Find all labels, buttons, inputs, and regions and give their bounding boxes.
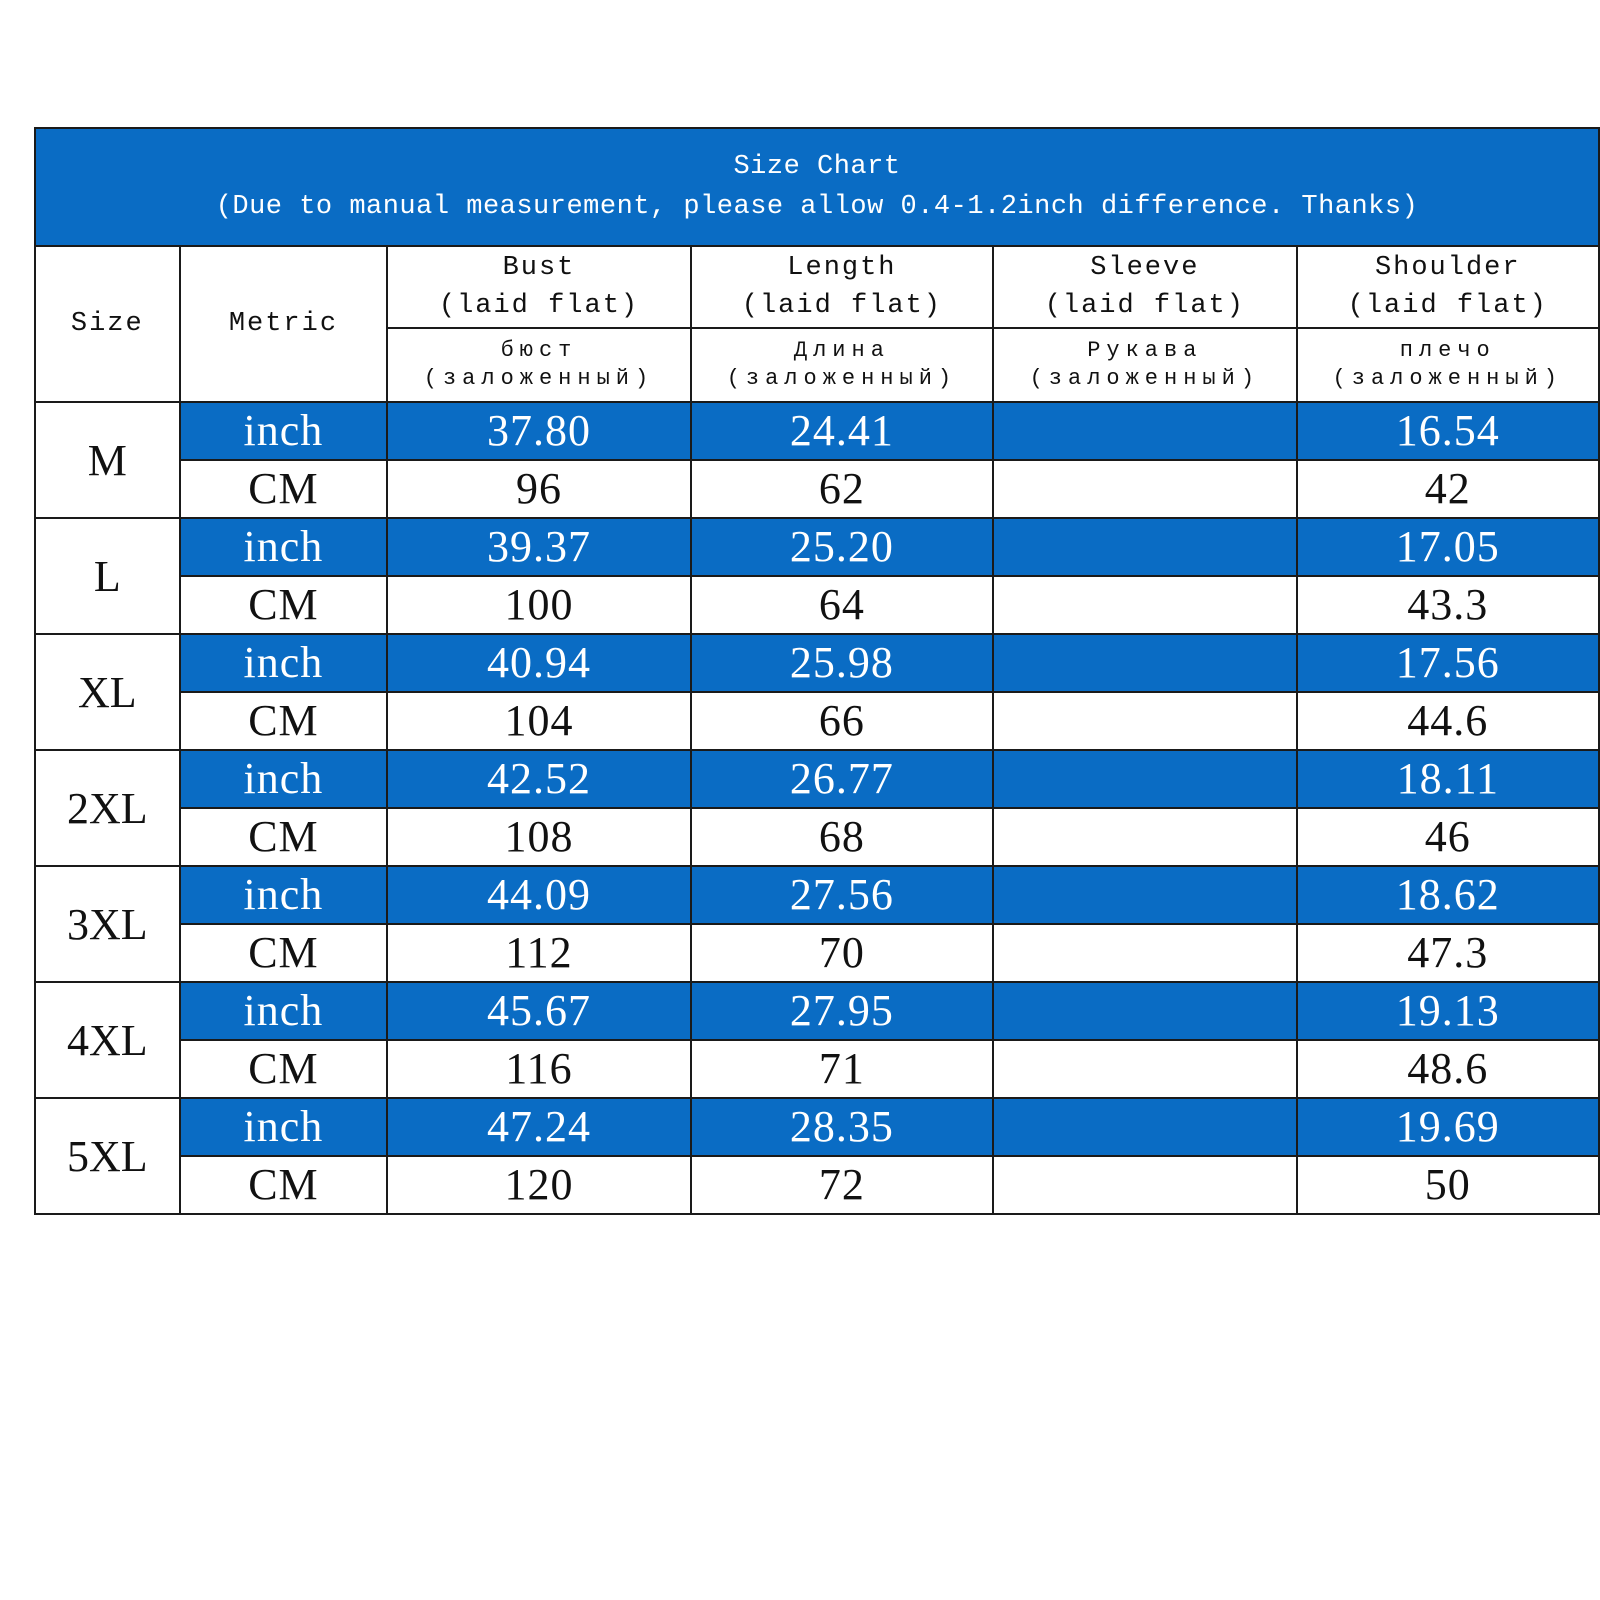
header-bust: Bust (laid flat) (387, 246, 690, 328)
unit-label: CM (180, 924, 388, 982)
length-value: 71 (691, 1040, 993, 1098)
size-chart-table (34, 127, 1600, 1215)
table-row (35, 1098, 1599, 1156)
sleeve-value (993, 750, 1296, 808)
bust-value: 96 (387, 460, 690, 518)
length-value: 26.77 (691, 750, 993, 808)
table-row (35, 576, 1599, 634)
unit-label: CM (180, 576, 388, 634)
length-value: 66 (691, 692, 993, 750)
sleeve-value (993, 634, 1296, 692)
length-value: 27.95 (691, 982, 993, 1040)
sleeve-value (993, 982, 1296, 1040)
shoulder-value: 46 (1297, 808, 1599, 866)
sleeve-value (993, 1098, 1296, 1156)
sleeve-value (993, 1156, 1296, 1214)
header-sleeve-ru: Рукава (заложенный) (993, 328, 1296, 402)
sleeve-value (993, 1040, 1296, 1098)
size-label: L (35, 518, 180, 634)
table-row (35, 518, 1599, 576)
bust-value: 100 (387, 576, 690, 634)
unit-label: inch (180, 518, 388, 576)
size-label: M (35, 402, 180, 518)
sleeve-value (993, 866, 1296, 924)
table-row (35, 982, 1599, 1040)
unit-label: CM (180, 460, 388, 518)
length-value: 28.35 (691, 1098, 993, 1156)
shoulder-value: 19.13 (1297, 982, 1599, 1040)
sleeve-value (993, 402, 1296, 460)
length-value: 70 (691, 924, 993, 982)
chart-title-note: (Due to manual measurement, please allow 0.4-1.2inch difference. Thanks) (215, 192, 1419, 222)
shoulder-value: 50 (1297, 1156, 1599, 1214)
bust-value: 42.52 (387, 750, 690, 808)
length-value: 68 (691, 808, 993, 866)
bust-value: 112 (387, 924, 690, 982)
shoulder-value: 18.62 (1297, 866, 1599, 924)
length-value: 62 (691, 460, 993, 518)
bust-value: 116 (387, 1040, 690, 1098)
size-label: 2XL (35, 750, 180, 866)
size-label: 4XL (35, 982, 180, 1098)
length-value: 72 (691, 1156, 993, 1214)
length-value: 25.98 (691, 634, 993, 692)
title-row (35, 128, 1599, 246)
bust-value: 44.09 (387, 866, 690, 924)
bust-value: 37.80 (387, 402, 690, 460)
table-row (35, 866, 1599, 924)
chart-title (35, 128, 1599, 246)
table-row (35, 1040, 1599, 1098)
table-row (35, 692, 1599, 750)
shoulder-value: 17.05 (1297, 518, 1599, 576)
bust-value: 40.94 (387, 634, 690, 692)
shoulder-value: 42 (1297, 460, 1599, 518)
header-row (35, 246, 1599, 328)
shoulder-value: 16.54 (1297, 402, 1599, 460)
size-label: 5XL (35, 1098, 180, 1214)
length-value: 64 (691, 576, 993, 634)
table-row (35, 808, 1599, 866)
sleeve-value (993, 692, 1296, 750)
bust-value: 45.67 (387, 982, 690, 1040)
shoulder-value: 47.3 (1297, 924, 1599, 982)
table-row (35, 634, 1599, 692)
header-bust-ru: бюст (заложенный) (387, 328, 690, 402)
bust-value: 120 (387, 1156, 690, 1214)
header-sleeve: Sleeve (laid flat) (993, 246, 1296, 328)
length-value: 25.20 (691, 518, 993, 576)
header-size: Size (35, 246, 180, 402)
sleeve-value (993, 924, 1296, 982)
unit-label: CM (180, 1040, 388, 1098)
header-shoulder-ru: плечо (заложенный) (1297, 328, 1599, 402)
shoulder-value: 48.6 (1297, 1040, 1599, 1098)
header-shoulder: Shoulder (laid flat) (1297, 246, 1599, 328)
table-row (35, 402, 1599, 460)
sleeve-value (993, 460, 1296, 518)
header-length-ru: Длина (заложенный) (691, 328, 993, 402)
unit-label: CM (180, 692, 388, 750)
shoulder-value: 19.69 (1297, 1098, 1599, 1156)
bust-value: 108 (387, 808, 690, 866)
table-row (35, 1156, 1599, 1214)
table-row (35, 750, 1599, 808)
chart-title-main: Size Chart (733, 152, 901, 182)
unit-label: inch (180, 634, 388, 692)
unit-label: inch (180, 982, 388, 1040)
unit-label: CM (180, 1156, 388, 1214)
table-row (35, 460, 1599, 518)
shoulder-value: 44.6 (1297, 692, 1599, 750)
shoulder-value: 18.11 (1297, 750, 1599, 808)
unit-label: inch (180, 1098, 388, 1156)
sleeve-value (993, 808, 1296, 866)
size-label: 3XL (35, 866, 180, 982)
unit-label: inch (180, 750, 388, 808)
unit-label: inch (180, 402, 388, 460)
bust-value: 104 (387, 692, 690, 750)
sleeve-value (993, 576, 1296, 634)
bust-value: 39.37 (387, 518, 690, 576)
unit-label: inch (180, 866, 388, 924)
length-value: 24.41 (691, 402, 993, 460)
header-length: Length (laid flat) (691, 246, 993, 328)
bust-value: 47.24 (387, 1098, 690, 1156)
header-metric: Metric (180, 246, 388, 402)
size-label: XL (35, 634, 180, 750)
shoulder-value: 43.3 (1297, 576, 1599, 634)
table-row (35, 924, 1599, 982)
shoulder-value: 17.56 (1297, 634, 1599, 692)
sleeve-value (993, 518, 1296, 576)
length-value: 27.56 (691, 866, 993, 924)
unit-label: CM (180, 808, 388, 866)
